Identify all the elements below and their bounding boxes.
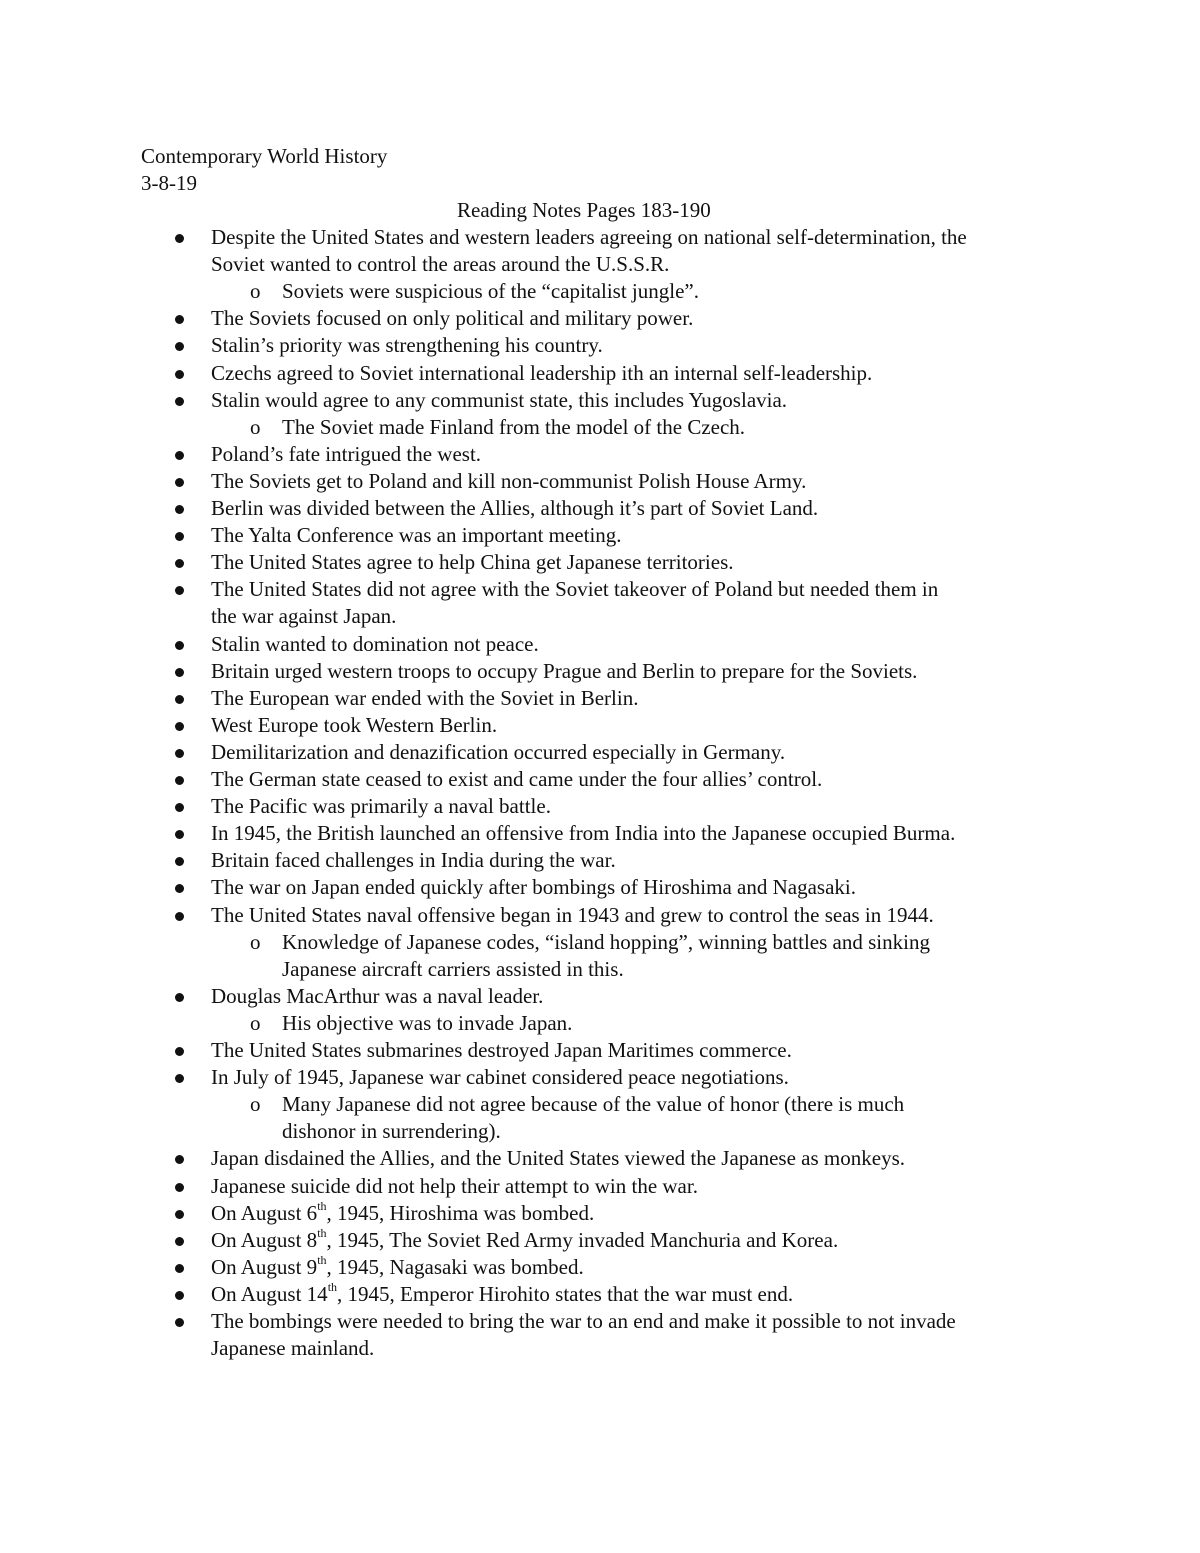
bullet-icon [175,315,184,324]
bullet-icon [175,505,184,514]
ordinal-suffix: th [317,1198,327,1213]
bullet-icon [175,1074,184,1083]
bullet-icon [175,586,184,595]
note-line: the war against Japan. [211,604,397,629]
bullet-icon [175,695,184,704]
bullet-icon [175,912,184,921]
note-line: Berlin was divided between the Allies, although it’s part of Soviet Land. [211,496,819,520]
note-line: Stalin wanted to domination not peace. [211,631,539,656]
note-line: The Soviets get to Poland and kill non-communist Polish House Army. [211,468,807,493]
bullet-icon [175,1237,184,1246]
ordinal-suffix: th [317,1252,327,1267]
bullet-icon [175,1183,184,1192]
bullet-icon [175,722,184,731]
bullet-icon [175,451,184,460]
note-line: His objective was to invade Japan. [282,1010,573,1035]
note-line: The Yalta Conference was an important meeting. [211,523,622,548]
note-line: The United States naval offensive began in 1943 and grew to control the seas in 1944. [211,902,934,927]
note-line: The German state ceased to exist and came under the four allies’ control. [211,767,823,791]
note-line: The United States did not agree with the Soviet takeover of Poland but needed them in [211,577,939,602]
note-line: Poland’s fate intrigued the west. [211,441,482,466]
note-line: The United States agree to help China get Japanese territories. [211,550,734,575]
note-line: The Soviet made Finland from the model of the Czech. [282,414,746,439]
note-text: On August 6 [211,1200,318,1225]
note-line: The European war ended with the Soviet in Berlin. [211,685,639,710]
note-text: On August 9 [211,1254,318,1279]
note-text: , 1945, The Soviet Red Army invaded Manchuria and Korea. [326,1227,839,1252]
bullet-icon [175,776,184,785]
bullet-icon [175,993,184,1002]
note-text: , 1945, Emperor Hirohito states that the war must end. [337,1281,794,1306]
note-line: Douglas MacArthur was a naval leader. [211,983,544,1008]
note-line [211,1227,838,1254]
bullet-icon [175,370,184,379]
bullet-icon [175,884,184,893]
note-text: On August 14 [211,1281,328,1306]
note-line: Soviet wanted to control the areas around the U.S.S.R. [211,252,670,277]
page-title: Reading Notes Pages 183-190 [457,198,711,222]
note-line: The Pacific was primarily a naval battle. [211,794,551,819]
note-line: Despite the United States and western leaders agreeing on national self-determination, the [211,225,967,249]
note-line: The Soviets focused on only political and military power. [211,306,694,331]
bullet-icon [175,234,184,243]
bullet-icon [175,1155,184,1164]
bullet-icon [175,668,184,677]
sub-bullet-marker: o [250,1092,261,1117]
bullet-icon [175,803,184,812]
bullet-icon [175,1291,184,1300]
note-line: West Europe took Western Berlin. [211,712,498,737]
bullet-icon [175,559,184,568]
note-line: In July of 1945, Japanese war cabinet considered peace negotiations. [211,1065,789,1090]
bullet-icon [175,1318,184,1327]
note-line: Britain faced challenges in India during the war. [211,848,616,873]
bullet-icon [175,749,184,758]
bullet-icon [175,478,184,487]
bullet-icon [175,830,184,839]
note-text: On August 8 [211,1227,318,1252]
note-text: , 1945, Nagasaki was bombed. [326,1254,584,1279]
course-name: Contemporary World History [141,144,388,168]
bullet-icon [175,532,184,541]
note-line: Many Japanese did not agree because of the value of honor (there is much [282,1092,905,1117]
bullet-icon [175,342,184,351]
note-line: Britain urged western troops to occupy Prague and Berlin to prepare for the Soviets. [211,658,918,683]
note-line: Knowledge of Japanese codes, “island hopping”, winning battles and sinking [282,929,930,954]
bullet-icon [175,1047,184,1056]
sub-bullet-marker: o [250,414,261,439]
note-line: The bombings were needed to bring the war to an end and make it possible to not invade [211,1309,956,1333]
note-line [211,1281,793,1308]
bullet-icon [175,1210,184,1219]
bullet-icon [175,857,184,866]
note-line: In 1945, the British launched an offensive from India into the Japanese occupied Burma. [211,821,956,846]
note-line: Stalin would agree to any communist state, this includes Yugoslavia. [211,387,788,412]
note-line [211,1254,584,1281]
bullet-icon [175,641,184,650]
sub-bullet-marker: o [250,279,261,304]
note-line: Demilitarization and denazification occurred especially in Germany. [211,739,786,764]
note-line: The United States submarines destroyed Japan Maritimes commerce. [211,1038,792,1062]
note-line [211,1200,594,1227]
note-text: , 1945, Hiroshima was bombed. [326,1200,595,1225]
note-date: 3-8-19 [141,171,197,195]
sub-bullet-marker: o [250,929,261,954]
note-line: Czechs agreed to Soviet international leadership ith an internal self-leadership. [211,360,873,385]
bullet-icon [175,1264,184,1273]
ordinal-suffix: th [317,1225,327,1240]
note-line: Japanese mainland. [211,1336,375,1361]
note-line: Japan disdained the Allies, and the United States viewed the Japanese as monkeys. [211,1146,905,1171]
note-line: Soviets were suspicious of the “capitalist jungle”. [282,279,699,304]
note-line: Japanese aircraft carriers assisted in this. [282,956,624,981]
note-line: The war on Japan ended quickly after bombings of Hiroshima and Nagasaki. [211,875,856,900]
sub-bullet-marker: o [250,1010,261,1035]
note-line: Stalin’s priority was strengthening his country. [211,333,603,358]
note-line: dishonor in surrendering). [282,1119,501,1144]
note-line: Japanese suicide did not help their attempt to win the war. [211,1173,698,1198]
ordinal-suffix: th [327,1279,338,1294]
bullet-icon [175,397,184,406]
